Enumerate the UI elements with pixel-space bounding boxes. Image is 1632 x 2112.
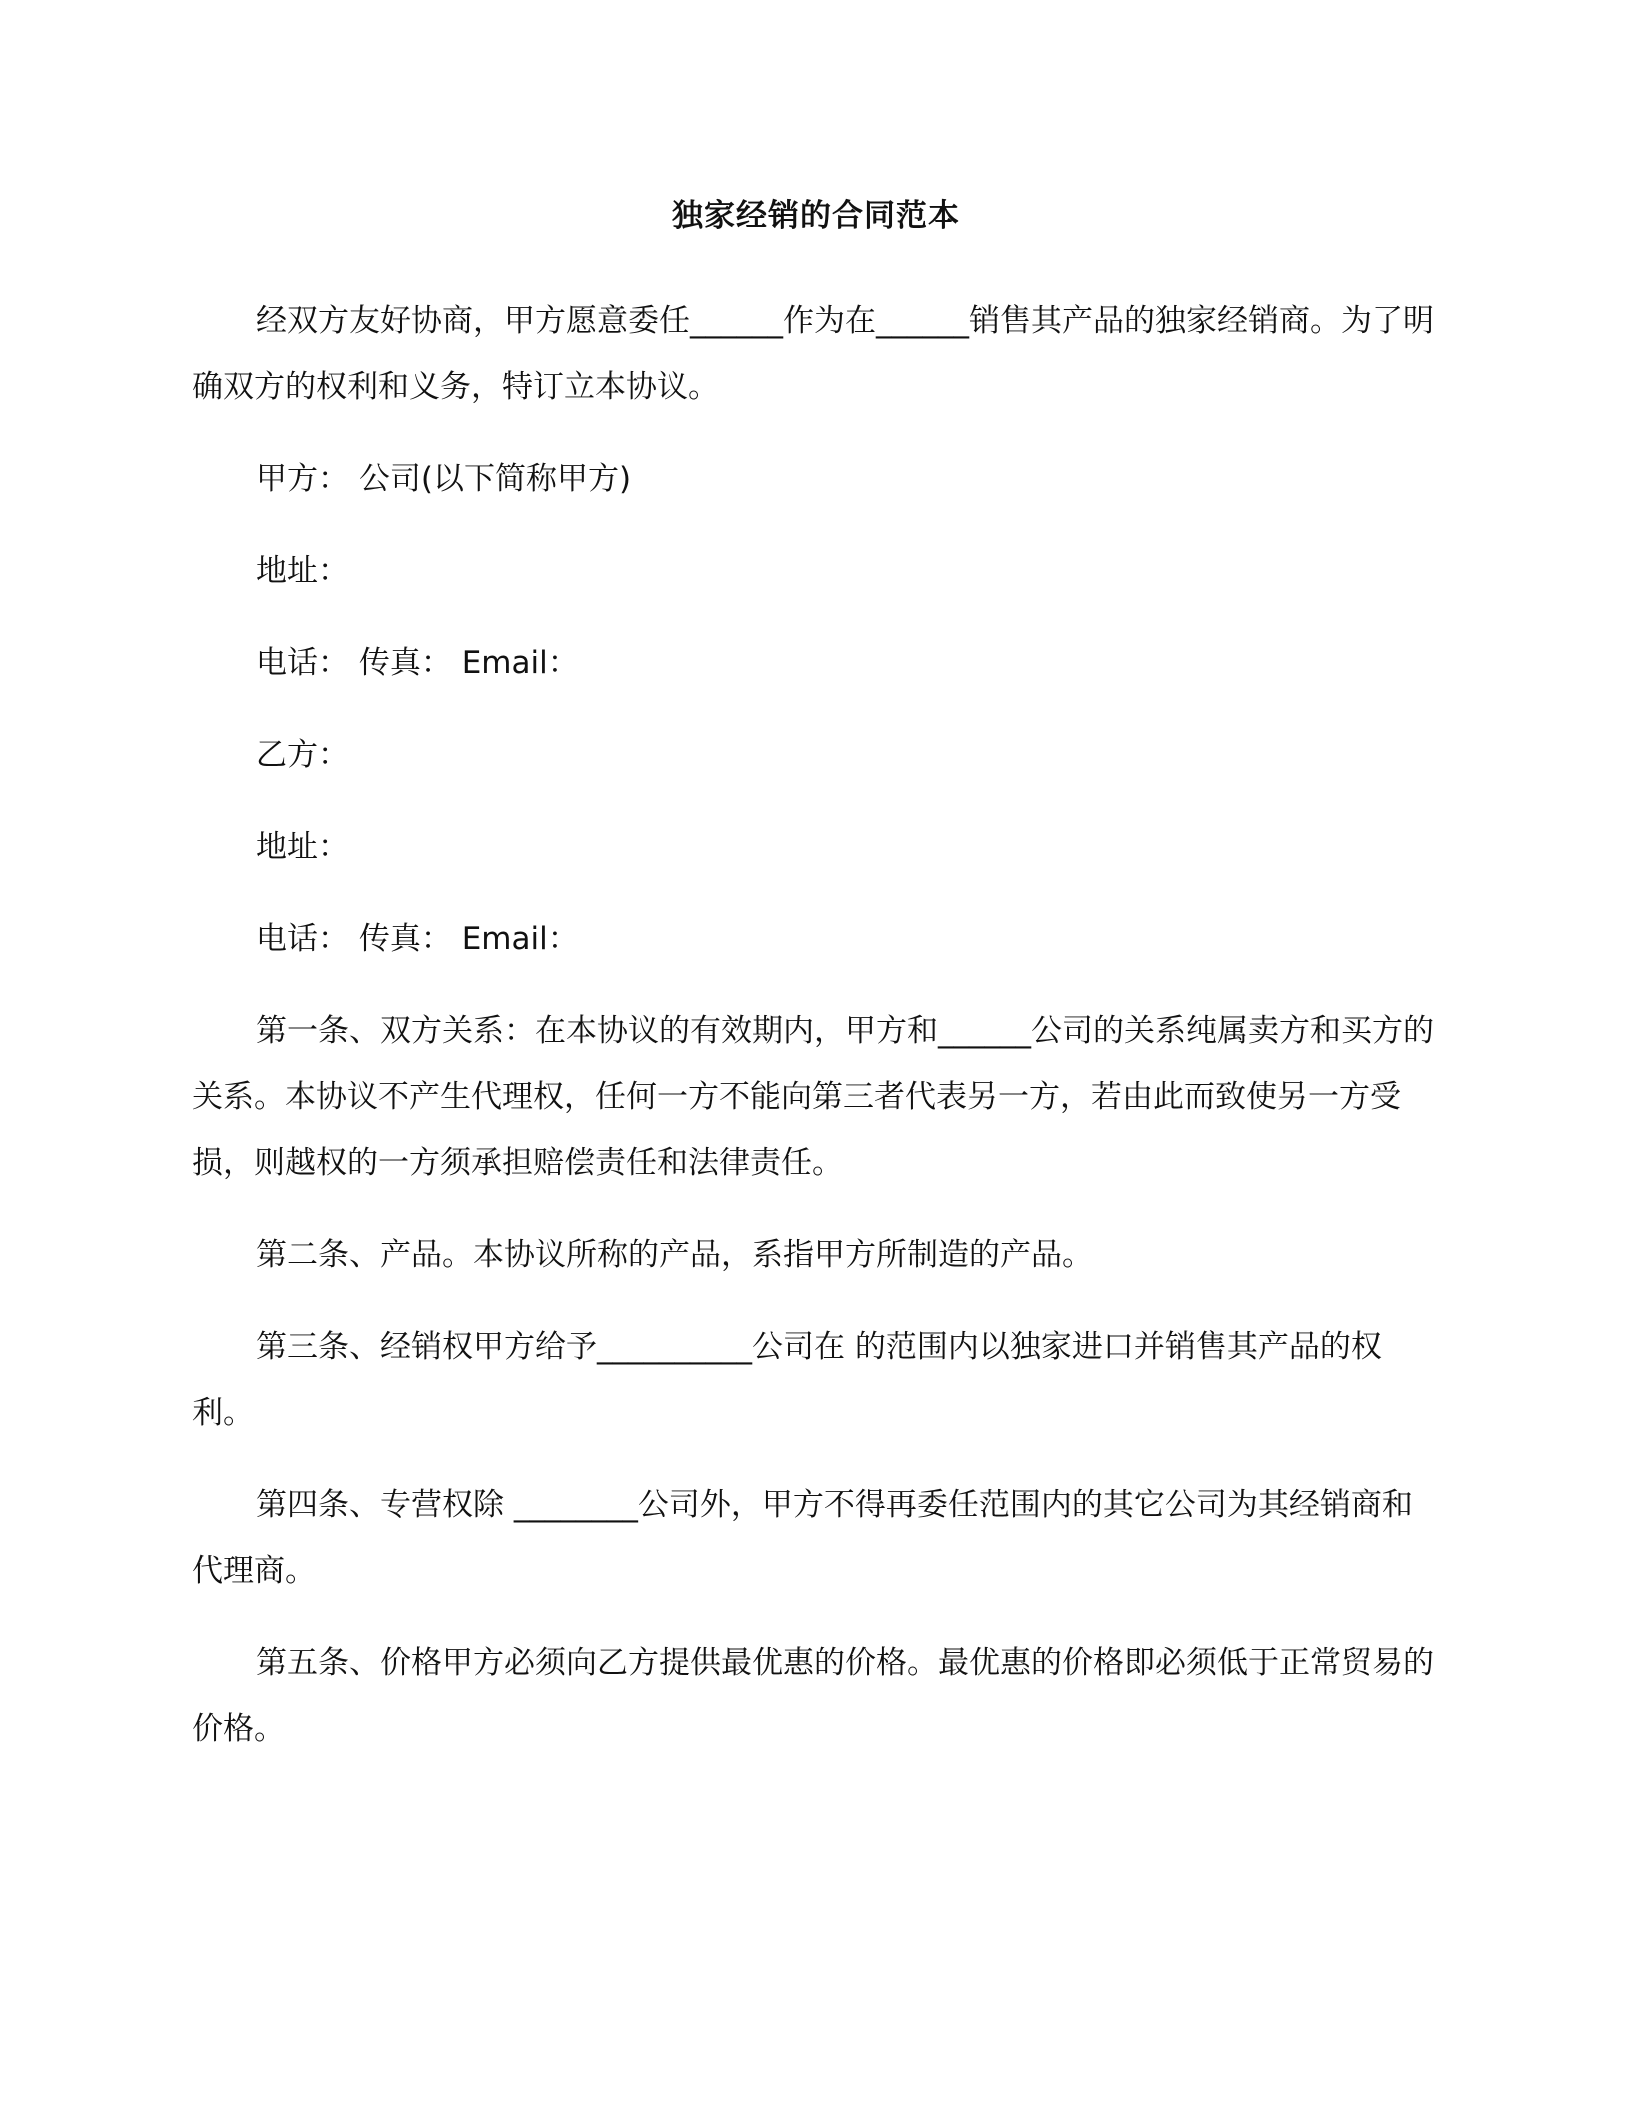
party-a-address: 地址： [256, 553, 349, 589]
party-b-name: 乙方： [256, 737, 349, 773]
article-5: 第五条、价格甲方必须向乙方提供最优惠的价格。最优惠的价格即必须低于正常贸易的价格。 [192, 1645, 1434, 1747]
article-4: 第四条、专营权除 ________公司外，甲方不得再委任范围内的其它公司为其经销商和代理商。 [192, 1487, 1413, 1589]
party-a-contact: 电话： 传真： Email： [256, 645, 579, 681]
intro-paragraph: 经双方友好协商，甲方愿意委任______作为在______销售其产品的独家经销商。为了明确双方的权利和义务，特订立本协议。 [192, 303, 1434, 405]
party-b-address: 地址： [256, 829, 349, 865]
document-title: 独家经销的合同范本 [672, 198, 960, 234]
article-1: 第一条、双方关系：在本协议的有效期内，甲方和______公司的关系纯属卖方和买方的关系。本协议不产生代理权，任何一方不能向第三者代表另一方，若由此而致使另一方受损，则越权的一方须承担赔偿责任和法律责任。 [192, 1013, 1434, 1181]
party-a-name: 甲方： 公司(以下简称甲方) [256, 461, 632, 497]
article-3: 第三条、经销权甲方给予__________公司在 的范围内以独家进口并销售其产品的权利。 [192, 1329, 1382, 1431]
party-b-contact: 电话： 传真： Email： [256, 921, 579, 957]
article-2: 第二条、产品。本协议所称的产品，系指甲方所制造的产品。 [256, 1237, 1093, 1273]
document-body [192, 288, 1440, 1788]
